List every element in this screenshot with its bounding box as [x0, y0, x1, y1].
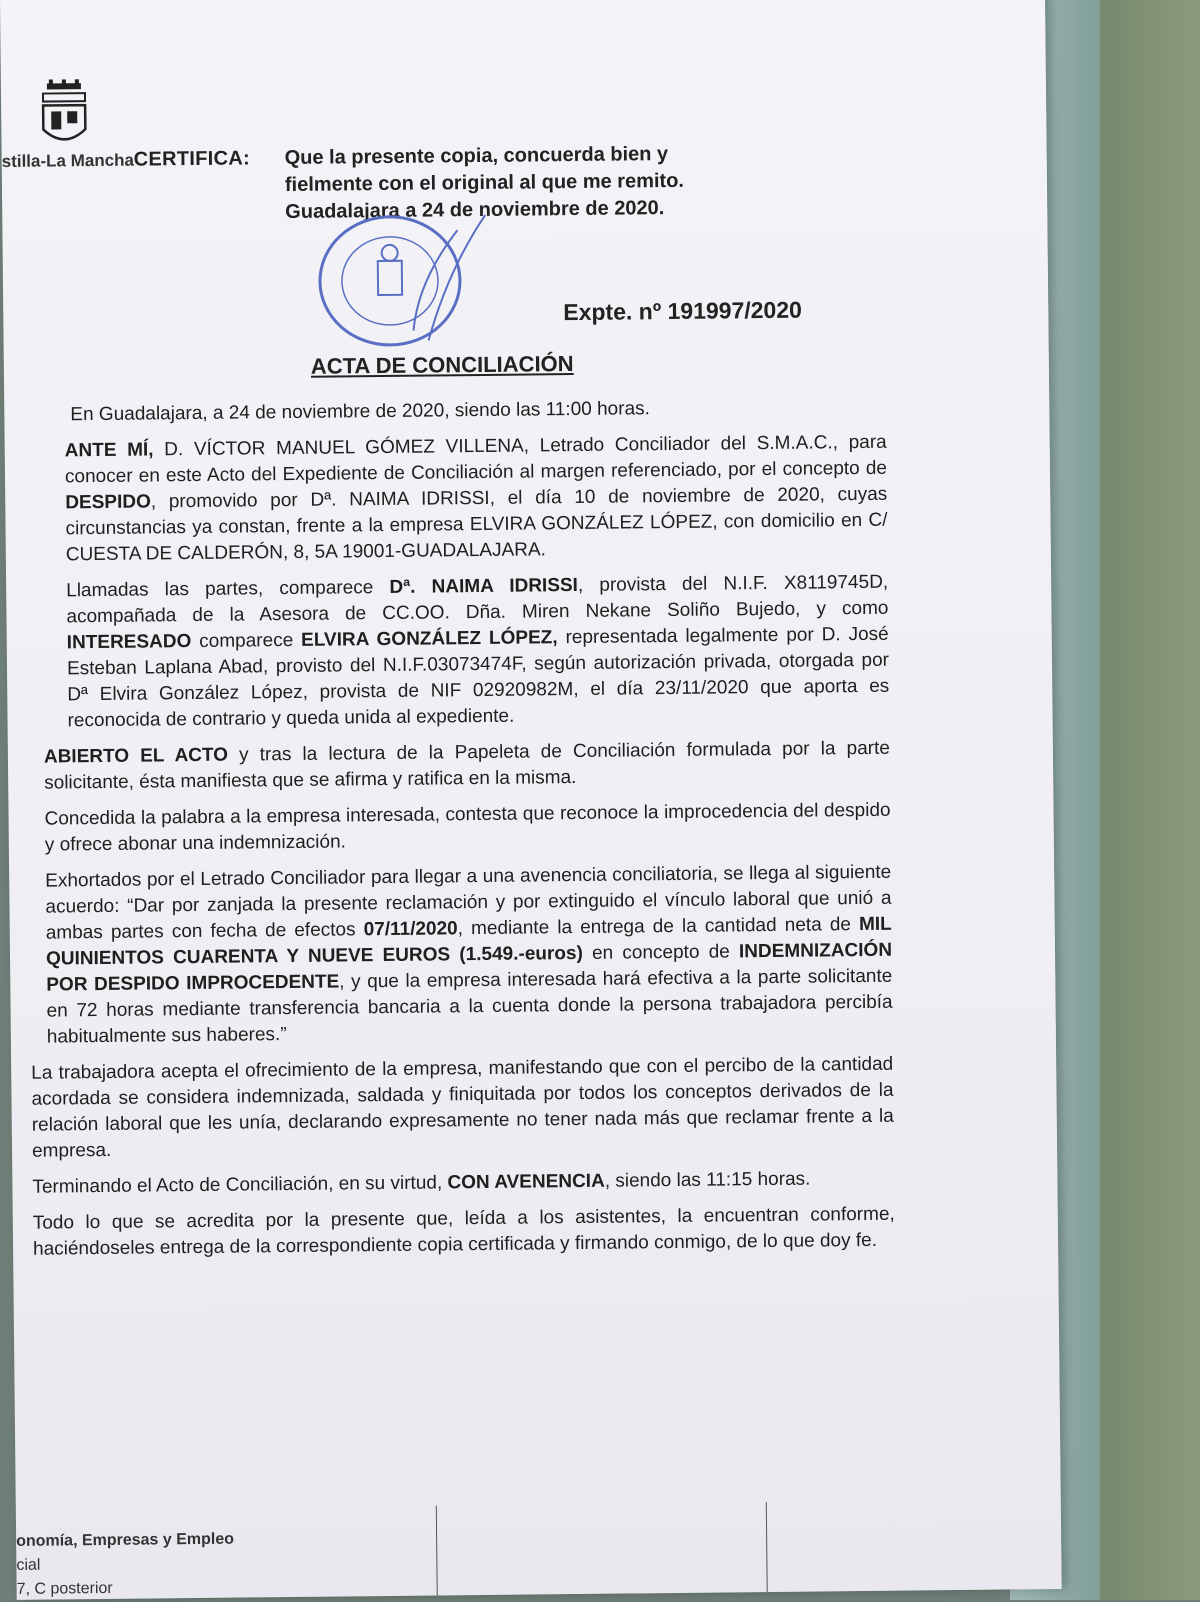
p3-bold-2: INTERESADO: [66, 631, 192, 654]
document-title: ACTA DE CONCILIACIÓN: [310, 351, 574, 379]
p3-text-a: Llamadas las partes, comparece: [66, 576, 390, 602]
footer-line-3: 7, C posterior: [16, 1579, 113, 1598]
footer-divider: [766, 1502, 768, 1592]
p8-text-a: Terminando el Acto de Conciliación, en su virtud,: [32, 1172, 448, 1198]
p3-bold-3: ELVIRA GONZÁLEZ LÓPEZ,: [301, 627, 558, 651]
table-surface: [1100, 0, 1200, 1600]
p8-text-b: , siendo las 11:15 horas.: [604, 1168, 811, 1192]
expediente-number: Expte. nº 191997/2020: [563, 296, 802, 326]
p2-text-b: , promovido por Dª. NAIMA IDRISSI, el día 10 de noviembre de 2020, cuyas circunstancias ya constan, frente a la empresa ELVIRA GONZÁLEZ LÓPEZ, con domicilio en C/ CUESTA DE CALDERÓN, 8, 5A 19001-GUADALAJARA.: [65, 483, 888, 566]
paragraph-6: [29, 860, 893, 1051]
p6-text-a: Exhortados por el Letrado Conciliador para llegar a una avenencia conciliatoria, se llega al siguiente acuerdo: “Dar por zanjada la presente reclamación y por extinguido el vínculo laboral que unió a ambas partes con fecha de efectos: [45, 861, 892, 944]
certifica-line-3: Guadalajara a 24 de noviembre de 2020.: [285, 197, 665, 224]
p2-text-a: D. VÍCTOR MANUEL GÓMEZ VILLENA, Letrado Conciliador del S.M.A.C., para conocer en este Acto del Expediente de Conciliación al margen referenciado, por el concepto de: [64, 431, 888, 488]
certifica-label: CERTIFICA:: [133, 147, 251, 171]
footer-line-1: onomía, Empresas y Empleo: [16, 1530, 235, 1550]
p4-text: y tras la lectura de la Papeleta de Conciliación formulada por la parte solicitante, ésta manifiesta que se afirma y ratifica en la misma.: [44, 737, 890, 794]
p6-bold-2: MIL QUINIENTOS CUARENTA Y NUEVE EUROS (1.549.-euros): [45, 913, 892, 970]
paragraph-5: Concedida la palabra a la empresa interesada, contesta que reconoce la improcedencia del despido y ofrece abonar una indemnización.: [44, 799, 891, 856]
footer-address: [16, 1528, 235, 1602]
p2-bold-1: ANTE MÍ,: [64, 439, 154, 462]
official-stamp: [317, 210, 488, 352]
paragraph-2: [25, 430, 888, 569]
castilla-la-mancha-crest-icon: [37, 79, 92, 150]
paragraph-4: [28, 736, 890, 797]
paragraph-7: La trabajadora acepta el ofrecimiento de la empresa, manifestando que con el percibo de la cantidad acordada se considera indemnizada, saldada y finiquitada por todos los conceptos derivados de la relación laboral que les unía, declarando expresamente no tener nada más que reclamar frente a la empresa.: [31, 1053, 894, 1162]
logo-text: stilla-La Mancha: [1, 150, 135, 171]
p6-text-b: , mediante la entrega de la cantidad neta de: [457, 914, 860, 940]
p2-bold-2: DESPIDO: [65, 491, 151, 514]
paragraph-8: [32, 1166, 894, 1201]
p6-bold-3: INDEMNIZACIÓN POR DESPIDO IMPROCEDENTE: [46, 939, 893, 996]
p3-bold-1: Dª. NAIMA IDRISSI: [389, 574, 579, 598]
p6-bold-1: 07/11/2020: [363, 918, 458, 941]
p4-bold: ABIERTO EL ACTO: [43, 744, 229, 768]
p3-text-b: , provista del N.I.F. X8119745D, acompañada de la Asesora de CC.OO. Dña. Miren Nekane Soliño Bujedo, y como: [66, 571, 889, 628]
p6-text-c: en concepto de: [582, 941, 740, 964]
certifica-line-1: Que la presente copia, concuerda bien y: [284, 143, 669, 170]
p6-text-d: , y que la empresa interesada hará efectiva a la parte solicitante en 72 horas mediante transferencia bancaria a la cuenta donde la persona trabajadora percibía habitualmente sus haberes.”: [46, 965, 893, 1048]
footer-line-2: cial: [16, 1556, 41, 1574]
footer-divider: [436, 1506, 438, 1596]
certifica-line-2: fielmente con el original al que me remito.: [284, 169, 685, 197]
paragraph-3: [26, 570, 890, 735]
p3-text-c: comparece: [191, 629, 302, 653]
paragraph-9: Todo lo que se acredita por la presente que, leída a los asistentes, la encuentran conforme, haciéndoseles entrega de la correspondiente copia certificada y firmando conmigo, de lo que doy fe.: [32, 1203, 895, 1260]
document-body: [24, 394, 895, 1273]
p8-bold: CON AVENENCIA: [447, 1170, 605, 1194]
p3-text-d: representada legalmente por D. José Esteban Laplana Abad, provisto del N.I.F.03073474F, según autorización privada, otorgada por Dª Elvira González López, provista de NIF 02920982M, el día 23/11/2020 que aporta es reconocida de contrario y queda unida al expediente.: [66, 623, 890, 732]
paragraph-1: En Guadalajara, a 24 de noviembre de 2020, siendo las 11:00 horas.: [70, 398, 650, 426]
